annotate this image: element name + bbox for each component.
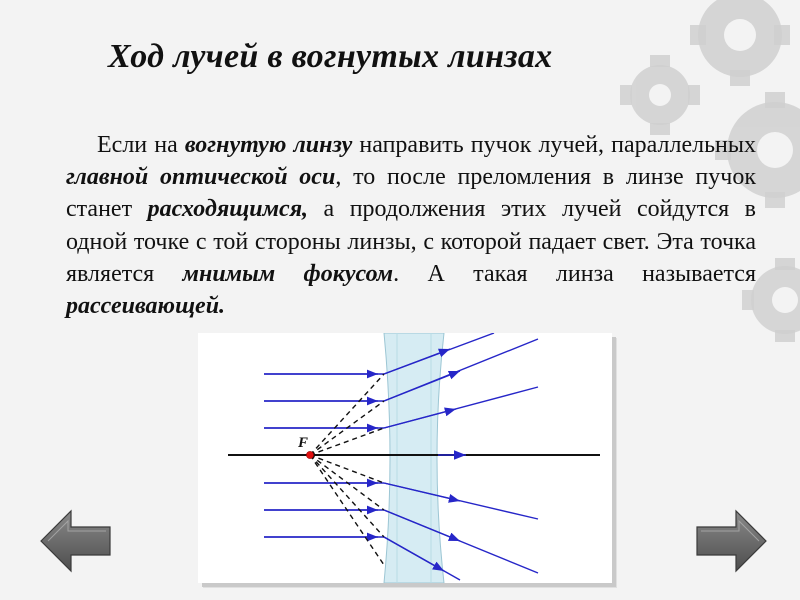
paragraph-text: . А такая линза называется xyxy=(393,260,756,287)
paragraph-text: Если на xyxy=(97,132,185,158)
emphasized-term: расходящимся, xyxy=(147,196,309,223)
focus-point xyxy=(306,451,313,458)
next-slide-button[interactable] xyxy=(694,507,769,575)
emphasized-term: рассеивающей. xyxy=(66,293,226,320)
paragraph-text: направить пучок лучей, параллельных xyxy=(352,132,756,158)
body-paragraph xyxy=(66,129,756,322)
emphasized-term: главной оптической оси xyxy=(66,164,336,191)
arrow-right-icon xyxy=(697,511,766,571)
paragraph-text: , то после преломления в линзе пучок станет xyxy=(66,164,756,223)
prev-slide-button[interactable] xyxy=(38,507,113,575)
arrow-left-icon xyxy=(41,511,110,571)
lens-diagram xyxy=(198,333,612,583)
paragraph-text: а продолжения этих лучей сойдутся в одной точке с той стороны линзы, с которой падает свет. Эта точка является xyxy=(66,196,756,287)
emphasized-term: мнимым фокусом xyxy=(182,260,394,287)
slide-title: Ход лучей в вогнутых линзах xyxy=(108,38,553,75)
focus-label: F xyxy=(298,435,309,451)
emphasized-term: вогнутую линзу xyxy=(184,132,353,158)
lens-diagram-svg xyxy=(198,333,612,583)
